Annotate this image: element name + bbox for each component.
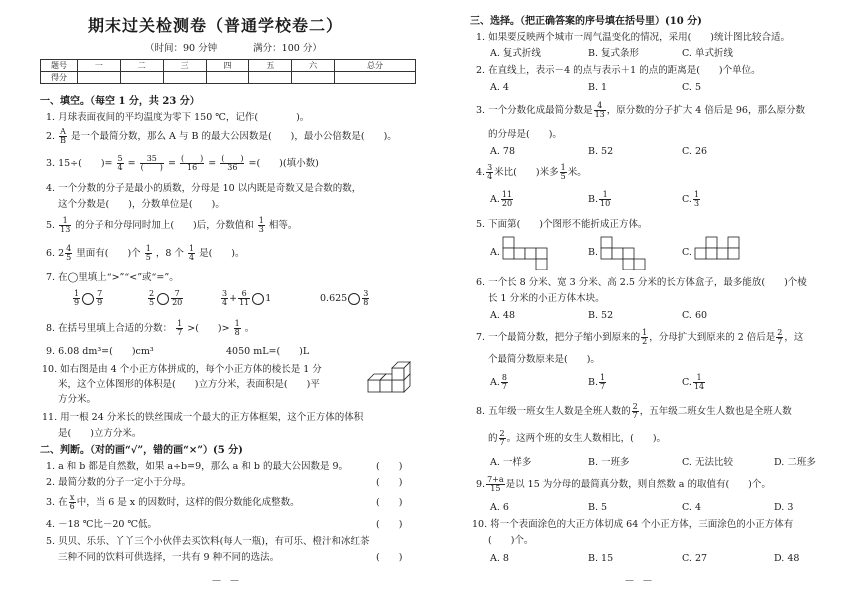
choice-6-line1: 6. 一个长 8 分米、宽 3 分米、高 2.5 分米的长方体盒子，最多能放( )个棱 bbox=[476, 277, 807, 288]
question-fill-11-line1: 11. 用一根 24 分米长的铁丝围成一个最大的正方体框架，这个正方体的体积 bbox=[42, 412, 364, 423]
choice-option[interactable]: B. 5 bbox=[588, 502, 608, 513]
judge-answer-box[interactable]: ( ) bbox=[376, 519, 403, 530]
score-cell: 题号 bbox=[41, 60, 78, 72]
choice-option[interactable]: A. 78 bbox=[490, 146, 515, 157]
choice-option[interactable]: A. $\frac{8}{7}$ bbox=[490, 373, 507, 391]
section-choice-title: 三、选择。（把正确答案的序号填在括号里）(10 分) bbox=[470, 16, 702, 27]
section-fill-title: 一、填空。（每空 1 分，共 23 分） bbox=[40, 96, 200, 107]
question-fill-9a: 9. 6.08 dm³=( )cm³ bbox=[46, 346, 154, 357]
judge-5-line1: 5. 贝贝、乐乐、丫丫三个小伙伴去买饮料(每人一瓶)，有可乐、橙汁和冰红茶 bbox=[46, 536, 370, 547]
judge-5-line2: 三种不同的饮料可供选择，一共有 9 种不同的选法。 bbox=[58, 552, 280, 563]
choice-option[interactable]: D. 3 bbox=[774, 502, 794, 513]
fraction: $\frac{1}{5}$ bbox=[145, 244, 151, 262]
fraction: $\frac{1}{13}$ bbox=[60, 216, 71, 234]
fraction: $\frac{1}{7}$ bbox=[177, 319, 183, 337]
fraction: $\frac{2}{7}$ bbox=[777, 328, 783, 346]
choice-option[interactable]: C. bbox=[682, 247, 692, 258]
fraction: $\frac{35}{( )}$ bbox=[140, 154, 163, 172]
judge-1: 1. a 和 b 都是自然数，如果 a÷b=9，那么 a 和 b 的最大公因数是 9。 bbox=[46, 461, 349, 472]
judge-2: 2. 最简分数的分子一定小于分母。 bbox=[46, 477, 192, 488]
fraction: $\frac{2}{7}$ bbox=[632, 402, 638, 420]
choice-option[interactable]: A. 6 bbox=[490, 502, 509, 513]
compare-item-1: $\frac{1}{9}$ $\frac{7}{9}$ bbox=[74, 289, 103, 307]
fraction: $\frac{4}{13}$ bbox=[594, 101, 605, 119]
choice-3-line2: 的分母是( )。 bbox=[488, 129, 562, 140]
full-score: 满分：100 分） bbox=[253, 43, 322, 54]
compare-circle[interactable] bbox=[157, 293, 169, 305]
compare-circle[interactable] bbox=[252, 293, 264, 305]
choice-option[interactable]: B. 复式条形 bbox=[588, 48, 640, 59]
compare-circle[interactable] bbox=[82, 293, 94, 305]
question-fill-4-line2: 这个分数是( )，分数单位是( )。 bbox=[58, 199, 225, 210]
choice-option[interactable]: A. $\frac{11}{20}$ bbox=[490, 190, 513, 208]
exam-meta bbox=[145, 44, 322, 54]
score-input-cell[interactable] bbox=[249, 72, 292, 84]
score-input-cell[interactable] bbox=[163, 72, 206, 84]
score-cell: 一 bbox=[78, 60, 121, 72]
choice-option[interactable]: A. bbox=[490, 247, 500, 258]
question-fill-6: 6. 2 $\frac{4}{5}$ 里面有( )个 $\frac{1}{5}$ ，8 个 $\frac{1}{4}$ 是( )。 bbox=[46, 244, 245, 262]
score-table-score-row bbox=[41, 72, 416, 84]
right-page bbox=[430, 0, 860, 591]
fraction: $\frac{1}{5}$ bbox=[560, 163, 566, 181]
choice-8-line2: 的 $\frac{2}{7}$ 。这两个班的女生人数相比，( )。 bbox=[488, 429, 667, 447]
score-input-cell[interactable] bbox=[335, 72, 416, 84]
choice-option[interactable]: C. 60 bbox=[682, 310, 708, 321]
choice-option[interactable]: D. 48 bbox=[774, 553, 800, 564]
choice-7-line1: 7. 一个最简分数，把分子缩小到原来的 $\frac{1}{2}$ ，分母扩大到原来的 2 倍后是 $\frac{2}{7}$ ，这 bbox=[476, 328, 804, 346]
choice-8-line1: 8. 五年级一班女生人数是全班人数的 $\frac{2}{7}$ ，五年级二班女生人数也是全班人数 bbox=[476, 402, 792, 420]
question-fill-7: 7. 在◯里填上“>”“<”或“=”。 bbox=[46, 272, 179, 283]
choice-option[interactable]: A. 一样多 bbox=[490, 457, 532, 468]
fraction: $\frac{5}{4}$ bbox=[117, 154, 123, 172]
fraction: $\frac{( )}{36}$ bbox=[221, 154, 244, 172]
fraction: $\frac{x}{6}$ bbox=[69, 493, 75, 511]
choice-option[interactable]: C. 5 bbox=[682, 82, 702, 93]
question-fill-8: 8. 在括号里填上合适的分数： $\frac{1}{7}$ >( )> $\frac{1}{8}$ 。 bbox=[46, 319, 255, 337]
choice-option[interactable]: A. 48 bbox=[490, 310, 515, 321]
choice-option[interactable]: C. $\frac{1}{3}$ bbox=[682, 190, 700, 208]
fraction: $\frac{3}{4}$ bbox=[487, 163, 493, 181]
question-fill-2: 2. $\frac{A}{B}$ 是一个最简分数，那么 A 与 B 的最大公因数是( )，最小公倍数是( )。 bbox=[46, 127, 397, 145]
choice-option[interactable]: B. $\frac{1}{7}$ bbox=[588, 373, 606, 391]
choice-option[interactable]: B. 15 bbox=[588, 553, 614, 564]
cube-figure-icon bbox=[366, 360, 422, 394]
fraction-a-over-b: $\frac{A}{B}$ bbox=[60, 127, 66, 145]
score-cell: 二 bbox=[120, 60, 163, 72]
judge-answer-box[interactable]: ( ) bbox=[376, 552, 403, 563]
cube-net-a-icon bbox=[502, 236, 558, 270]
choice-1: 1. 如果要反映两个城市一周气温变化的情况，采用( )统计图比较合适。 bbox=[476, 32, 790, 43]
question-fill-4-line1: 4. 一个分数的分子是最小的质数，分母是 10 以内既是奇数又是合数的数， bbox=[46, 183, 362, 194]
compare-circle[interactable] bbox=[348, 293, 360, 305]
compare-item-2: $\frac{2}{5}$ $\frac{7}{20}$ bbox=[149, 289, 183, 307]
choice-4: 4. $\frac{3}{4}$ 米比( )米多 $\frac{1}{5}$ 米。 bbox=[476, 163, 587, 181]
choice-option[interactable]: C. $\frac{1}{14}$ bbox=[682, 373, 705, 391]
page-number-left: — — bbox=[212, 576, 240, 586]
fraction: $\frac{1}{2}$ bbox=[642, 328, 648, 346]
choice-option[interactable]: A. 复式折线 bbox=[490, 48, 541, 59]
choice-5: 5. 下面第( )个图形不能折成正方体。 bbox=[476, 219, 648, 230]
time-limit: （时间：90 分钟 bbox=[145, 43, 218, 54]
question-fill-10-line1: 10. 如右图是由 4 个小正方体拼成的，每个小正方体的棱长是 1 分 bbox=[42, 364, 322, 375]
judge-3: 3. 在 $\frac{x}{6}$ 中，当 6 是 x 的因数时，这样的假分数能化成整数。 bbox=[46, 493, 300, 511]
choice-10-line2: ( )个。 bbox=[488, 535, 534, 546]
judge-4: 4. －18 ℃比－20 ℃低。 bbox=[46, 519, 158, 530]
score-cell: 五 bbox=[249, 60, 292, 72]
fraction: $\frac{1}{8}$ bbox=[234, 319, 240, 337]
choice-option[interactable]: B. 52 bbox=[588, 146, 614, 157]
choice-option[interactable]: A. 8 bbox=[490, 553, 509, 564]
judge-answer-box[interactable]: ( ) bbox=[376, 497, 403, 508]
fraction: $\frac{4}{5}$ bbox=[66, 244, 72, 262]
score-input-cell[interactable] bbox=[206, 72, 249, 84]
score-input-cell[interactable] bbox=[120, 72, 163, 84]
choice-option[interactable]: B. $\frac{1}{10}$ bbox=[588, 190, 611, 208]
choice-option[interactable]: B. 一班多 bbox=[588, 457, 630, 468]
fraction: $\frac{7+a}{15}$ bbox=[487, 475, 504, 493]
question-number: 2. bbox=[46, 131, 56, 142]
judge-answer-box[interactable]: ( ) bbox=[376, 477, 403, 488]
fraction: $\frac{1}{4}$ bbox=[188, 244, 195, 262]
choice-option[interactable]: C. 4 bbox=[682, 502, 702, 513]
score-table-header-row bbox=[41, 60, 416, 72]
judge-answer-box[interactable]: ( ) bbox=[376, 461, 403, 472]
question-fill-10-line3: 方分米。 bbox=[58, 394, 97, 405]
section-judge-title: 二、判断。（对的画“√”，错的画“×”）(5 分) bbox=[40, 445, 243, 456]
question-fill-10-line2: 米，这个立体图形的体积是( )立方分米，表面积是( )平 bbox=[58, 379, 320, 390]
choice-2: 2. 在直线上，表示－4 的点与表示＋1 的点的距离是( )个单位。 bbox=[476, 65, 761, 76]
choice-3-line1: 3. 一个分数化成最简分数是 $\frac{4}{13}$ ，原分数的分子扩大 4 倍后是 96，那么原分数 bbox=[476, 101, 805, 119]
score-cell: 四 bbox=[206, 60, 249, 72]
choice-option[interactable]: B. 1 bbox=[588, 82, 608, 93]
score-cell: 得分 bbox=[41, 72, 78, 84]
question-fill-9b: 4050 mL=( )L bbox=[226, 346, 310, 357]
choice-option[interactable]: C. 27 bbox=[682, 553, 708, 564]
question-fill-1: 1. 月球表面夜间的平均温度为零下 150 ℃，记作( )。 bbox=[46, 112, 310, 123]
question-fill-11-line2: 是( )立方分米。 bbox=[58, 428, 142, 439]
score-input-cell[interactable] bbox=[78, 72, 121, 84]
choice-9: 9. $\frac{7+a}{15}$ 是以 15 为分母的最简真分数，则自然数 a 的取值有( )个。 bbox=[476, 475, 771, 493]
choice-option[interactable]: A. 4 bbox=[490, 82, 509, 93]
choice-6-line2: 长 1 分米的小正方体木块。 bbox=[488, 293, 605, 304]
fraction: $\frac{1}{3}$ bbox=[258, 216, 264, 234]
score-cell: 三 bbox=[163, 60, 206, 72]
question-fill-5: 5. $\frac{1}{13}$ 的分子和分母同时加上( )后，分数值和 $\frac{1}{3}$ 相等。 bbox=[46, 216, 298, 234]
choice-option[interactable]: C. 26 bbox=[682, 146, 708, 157]
choice-option[interactable]: B. 52 bbox=[588, 310, 614, 321]
choice-10-line1: 10. 将一个表面涂色的大正方体切成 64 个小正方体，三面涂色的小正方体有 bbox=[472, 519, 794, 530]
page-number-right: — — bbox=[625, 576, 653, 586]
fraction: $\frac{2}{7}$ bbox=[499, 429, 505, 447]
choice-option[interactable]: C. 单式折线 bbox=[682, 48, 733, 59]
choice-option[interactable]: B. bbox=[588, 247, 599, 258]
score-input-cell[interactable] bbox=[292, 72, 335, 84]
choice-7-line2: 个最简分数原来是( )。 bbox=[488, 354, 600, 365]
score-cell: 总分 bbox=[335, 60, 416, 72]
choice-option[interactable]: D. 二班多 bbox=[774, 457, 816, 468]
exam-title: 期末过关检测卷（普通学校卷二） bbox=[88, 16, 344, 35]
compare-item-3: $\frac{3}{4}$ + $\frac{6}{11}$ 1 bbox=[222, 289, 272, 307]
compare-item-4: 0.625 $\frac{3}{8}$ bbox=[320, 289, 369, 307]
cube-net-c-icon bbox=[694, 236, 750, 270]
choice-option[interactable]: C. 无法比较 bbox=[682, 457, 733, 468]
fraction: $\frac{( )}{16}$ bbox=[180, 154, 204, 172]
cube-net-b-icon bbox=[600, 236, 656, 270]
score-cell: 六 bbox=[292, 60, 335, 72]
score-table bbox=[40, 59, 416, 84]
question-fill-3: 3. 15÷( )= $\frac{5}{4}$ = $\frac{35}{( )}$ = $\frac{( )}{16}$ = $\frac{( )}{36}$ =( )(填小数) bbox=[46, 154, 319, 172]
